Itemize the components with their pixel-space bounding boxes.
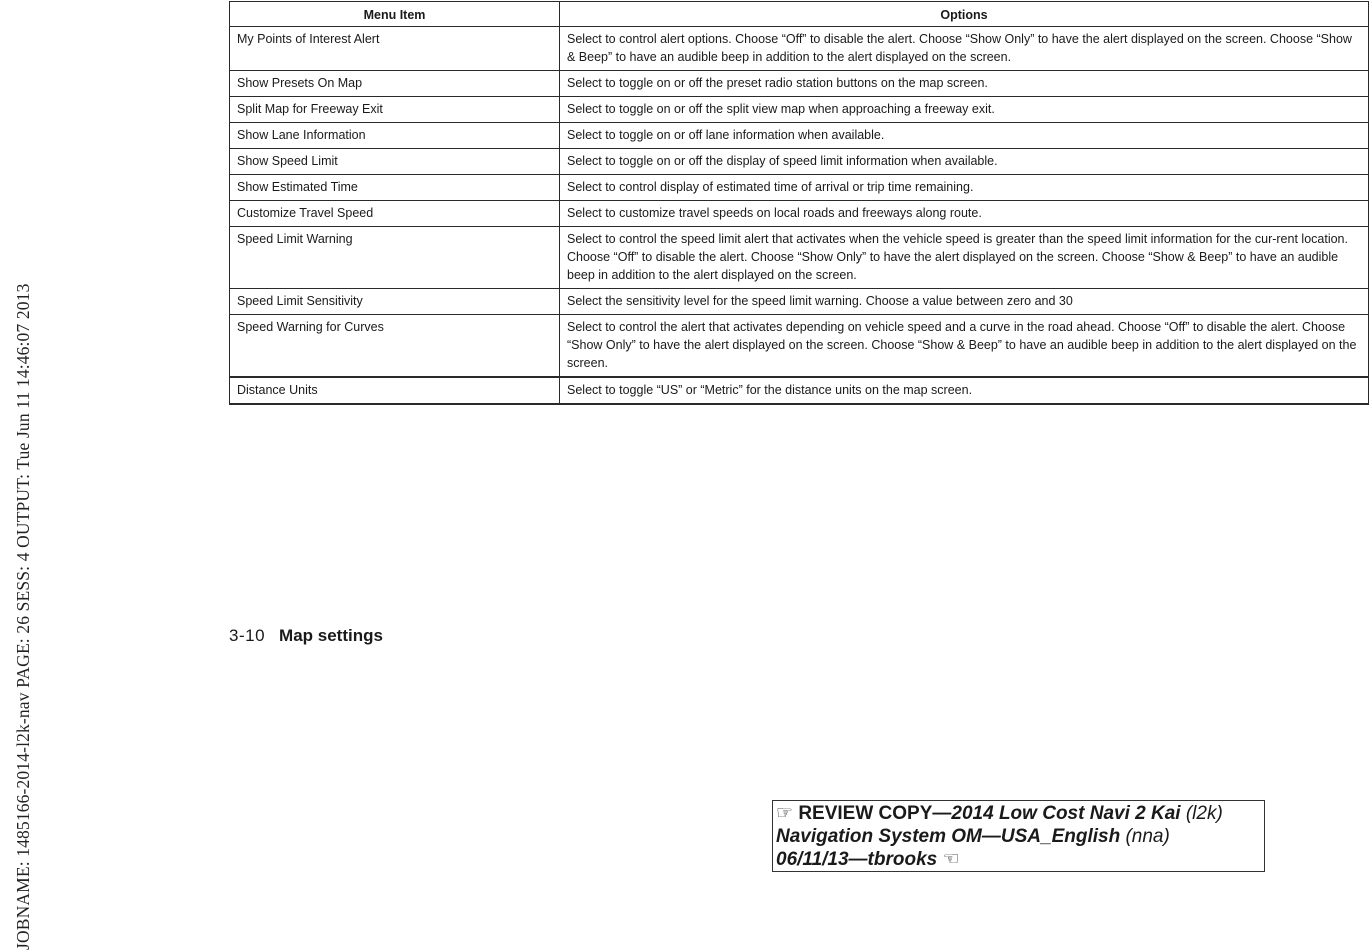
review-line-2 <box>776 825 1264 848</box>
review-line-1 <box>776 802 1264 825</box>
menu-item-cell: Show Presets On Map <box>230 71 560 97</box>
section-title: Map settings <box>279 626 383 645</box>
menu-item-cell: Distance Units <box>230 377 560 404</box>
table-row <box>230 27 1369 71</box>
table-row <box>230 123 1369 149</box>
options-cell: Select to toggle “US” or “Metric” for the distance units on the map screen. <box>560 377 1369 404</box>
table-row <box>230 149 1369 175</box>
table-header-row <box>230 2 1369 27</box>
table-row <box>230 201 1369 227</box>
region-code: (nna) <box>1125 826 1170 847</box>
options-cell: Select to control alert options. Choose “Off” to disable the alert. Choose “Show Only” to have the alert displayed on the screen. Choose “Show & Beep” to have an audible beep in addition to the alert displayed on the screen. <box>560 27 1369 71</box>
menu-item-cell: My Points of Interest Alert <box>230 27 560 71</box>
table-row <box>230 227 1369 289</box>
jobname-margin <box>0 0 33 950</box>
options-cell: Select to toggle on or off lane information when available. <box>560 123 1369 149</box>
review-label: REVIEW COPY— <box>798 803 952 824</box>
date-author: 06/11/13—tbrooks <box>776 849 938 870</box>
menu-item-cell: Customize Travel Speed <box>230 201 560 227</box>
options-cell: Select to customize travel speeds on local roads and freeways along route. <box>560 201 1369 227</box>
table-row <box>230 377 1369 404</box>
pointing-hand-left-icon: ☜ <box>942 849 960 870</box>
menu-item-cell: Speed Limit Sensitivity <box>230 289 560 315</box>
product-code: (l2k) <box>1185 803 1223 824</box>
jobname-text: JOBNAME: 1485166-2014-l2k-nav PAGE: 26 SESS: 4 OUTPUT: Tue Jun 11 14:46:07 2013 <box>13 283 33 950</box>
review-copy-box <box>772 800 1265 872</box>
menu-item-cell: Show Speed Limit <box>230 149 560 175</box>
table-row <box>230 175 1369 201</box>
options-cell: Select to toggle on or off the split view map when approaching a freeway exit. <box>560 97 1369 123</box>
table-row <box>230 315 1369 378</box>
header-options: Options <box>560 2 1369 27</box>
product-name: 2014 Low Cost Navi 2 Kai <box>951 803 1181 824</box>
menu-item-cell: Speed Warning for Curves <box>230 315 560 378</box>
options-cell: Select to control display of estimated time of arrival or trip time remaining. <box>560 175 1369 201</box>
map-settings-table <box>229 1 1369 405</box>
table-row <box>230 71 1369 97</box>
options-cell: Select to toggle on or off the display of speed limit information when available. <box>560 149 1369 175</box>
table-row <box>230 289 1369 315</box>
options-cell: Select to control the speed limit alert that activates when the vehicle speed is greater than the speed limit information for the cur-rent location. Choose “Off” to disable the alert. Choose “Show Only” to have the alert displayed on the screen. Choose “Show & Beep” to have an audible beep in addition to the alert displayed on the screen. <box>560 227 1369 289</box>
manual-name: Navigation System OM—USA_English <box>776 826 1121 847</box>
menu-item-cell: Show Estimated Time <box>230 175 560 201</box>
header-menu-item: Menu Item <box>230 2 560 27</box>
menu-item-cell: Speed Limit Warning <box>230 227 560 289</box>
options-cell: Select the sensitivity level for the speed limit warning. Choose a value between zero and 30 <box>560 289 1369 315</box>
menu-item-cell: Split Map for Freeway Exit <box>230 97 560 123</box>
page-number: 3-10 <box>229 626 266 645</box>
review-line-3 <box>776 848 1264 871</box>
menu-item-cell: Show Lane Information <box>230 123 560 149</box>
options-cell: Select to control the alert that activates depending on vehicle speed and a curve in the road ahead. Choose “Off” to disable the alert. Choose “Show Only” to have the alert displayed on the screen. Choose “Show & Beep” to have an audible beep in addition to the alert displayed on the screen. <box>560 315 1369 378</box>
table-row <box>230 97 1369 123</box>
options-cell: Select to toggle on or off the preset radio station buttons on the map screen. <box>560 71 1369 97</box>
pointing-hand-right-icon: ☞ <box>776 803 794 824</box>
page-footer <box>229 626 383 646</box>
